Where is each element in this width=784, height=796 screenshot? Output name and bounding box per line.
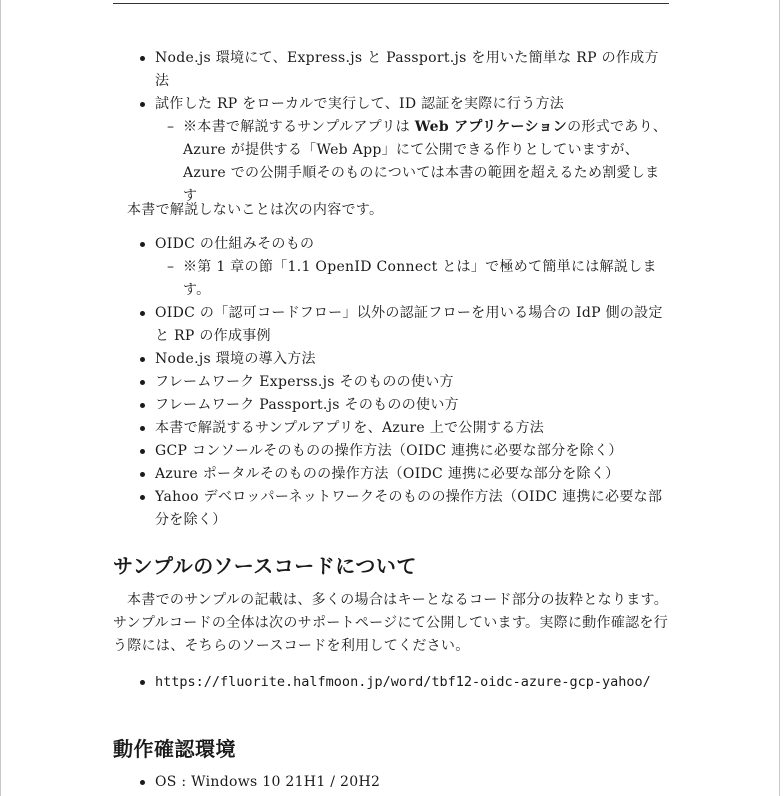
not-covered-intro: 本書で解説しないことは次の内容です。	[127, 202, 384, 218]
web-app-emphasis: Web アプリケーション	[414, 119, 568, 135]
not-covered-list	[113, 233, 669, 532]
not-covered-item-2: OIDC の「認可コードフロー」以外の認証フローを用いる場合の IdP 側の設定と RP の作成事例	[113, 302, 669, 348]
source-code-heading: サンプルのソースコードについて	[113, 554, 417, 578]
not-covered-item-7: GCP コンソールそのものの操作方法（OIDC 連携に必要な部分を除く）	[113, 440, 669, 463]
not-covered-sub-list	[155, 256, 669, 302]
covered-item-1: Node.js 環境にて、Express.js と Passport.js を用いた簡単な RP の作成方法	[113, 47, 669, 93]
not-covered-sub-item: – ※第 1 章の節「1.1 OpenID Connect とは」で極めて簡単には解説します。	[155, 256, 669, 302]
not-covered-item-6: 本書で解説するサンプルアプリを、Azure 上で公開する方法	[113, 417, 669, 440]
not-covered-item-9: Yahoo デベロッパーネットワークそのものの操作方法（OIDC 連携に必要な部分を除く）	[113, 486, 669, 532]
not-covered-item-1: OIDC の仕組みそのもの – ※第 1 章の節「1.1 OpenID Connect とは」で極めて簡単には解説します。	[113, 233, 669, 302]
environment-list	[113, 771, 669, 794]
not-covered-item-4: フレームワーク Experss.js そのものの使い方	[113, 371, 669, 394]
not-covered-item-8: Azure ポータルそのものの操作方法（OIDC 連携に必要な部分を除く）	[113, 463, 669, 486]
page-right-edge	[779, 0, 780, 796]
covered-sub-item: – ※本書で解説するサンプルアプリは Web アプリケーションの形式であり、Azure が提供する「Web App」にて公開できる作りとしていますが、Azure での公開手順そのものについては本書の範囲を超えるため割愛します	[155, 116, 669, 208]
covered-sub-list	[155, 116, 669, 208]
covered-list	[113, 47, 669, 208]
page-left-edge	[0, 0, 1, 796]
environment-heading: 動作確認環境	[113, 737, 236, 761]
source-code-paragraph: 本書でのサンプルの記載は、多くの場合はキーとなるコード部分の抜粋となります。サンプルコードの全体は次のサポートページにて公開しています。実際に動作確認を行う際には、そちらのソースコードを利用してください。	[113, 592, 669, 654]
top-horizontal-rule	[113, 3, 669, 4]
support-page-link[interactable]: https://fluorite.halfmoon.jp/word/tbf12-oidc-azure-gcp-yahoo/	[113, 671, 669, 694]
covered-item-2: 試作した RP をローカルで実行して、ID 認証を実際に行う方法 – ※本書で解説するサンプルアプリは Web アプリケーションの形式であり、Azure が提供する「Web App」にて公開できる作りとしていますが、Azure での公開手順そのものについては本書の範囲を超えるため割愛します	[113, 93, 669, 208]
not-covered-item-3: Node.js 環境の導入方法	[113, 348, 669, 371]
source-url-list	[113, 671, 669, 694]
os-item: OS : Windows 10 21H1 / 20H2	[113, 771, 669, 794]
not-covered-item-5: フレームワーク Passport.js そのものの使い方	[113, 394, 669, 417]
